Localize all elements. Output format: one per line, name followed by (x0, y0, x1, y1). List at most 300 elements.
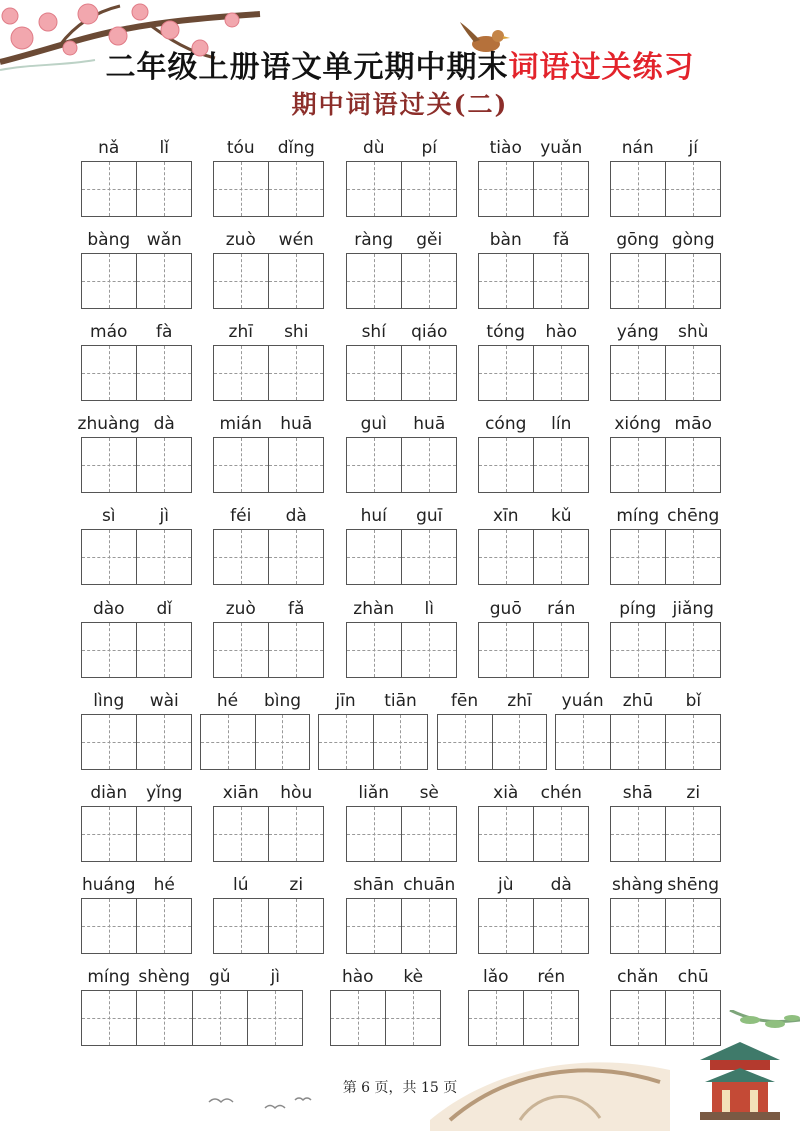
pinyin-syllable: shā (622, 783, 653, 803)
tianzige-cell[interactable] (268, 530, 323, 584)
character-writing-grid[interactable] (213, 898, 324, 954)
tianzige-cell[interactable] (533, 162, 588, 216)
pinyin-syllable: huā (280, 414, 313, 434)
character-writing-grid[interactable] (478, 345, 589, 401)
word-item (478, 319, 589, 411)
tianzige-cell[interactable] (479, 623, 533, 677)
pinyin-syllable: gěi (416, 230, 443, 250)
page-number: 第 6 页，共 15 页 (342, 1080, 458, 1096)
pinyin-syllable: bàng (87, 230, 131, 250)
character-writing-grid[interactable] (213, 529, 324, 585)
tianzige-cell[interactable] (610, 715, 665, 769)
pinyin-syllable: kǔ (550, 506, 572, 526)
word-item (213, 319, 324, 411)
tianzige-cell[interactable] (136, 438, 191, 492)
word-item (437, 688, 547, 780)
word-item (213, 780, 324, 872)
character-writing-grid[interactable] (478, 253, 589, 309)
tianzige-cell[interactable] (533, 807, 588, 861)
tianzige-cell[interactable] (611, 346, 665, 400)
tianzige-cell[interactable] (533, 530, 588, 584)
word-item (346, 411, 457, 503)
pinyin-syllable: xiān (222, 783, 259, 803)
tianzige-cell[interactable] (479, 438, 533, 492)
pinyin-syllable: shèng (138, 967, 191, 987)
tianzige-cell[interactable] (665, 899, 720, 953)
character-writing-grid[interactable] (200, 714, 310, 770)
word-item (81, 688, 192, 780)
tianzige-cell[interactable] (347, 162, 401, 216)
tianzige-cell[interactable] (479, 162, 533, 216)
pinyin-syllable: tóu (226, 138, 255, 158)
pinyin-syllable: zuò (225, 599, 256, 619)
tianzige-cell[interactable] (479, 899, 533, 953)
word-item (610, 780, 721, 872)
word-row (0, 688, 800, 780)
pinyin-syllable: jí (688, 138, 698, 158)
tianzige-cell[interactable] (611, 623, 665, 677)
pinyin-syllable: xīn (492, 506, 519, 526)
pinyin-syllable: chén (540, 783, 582, 803)
character-writing-grid[interactable] (213, 806, 324, 862)
tianzige-cell[interactable] (665, 438, 720, 492)
tianzige-cell[interactable] (268, 346, 323, 400)
word-item (213, 135, 324, 227)
pinyin-syllable: nán (621, 138, 654, 158)
character-writing-grid[interactable] (610, 529, 721, 585)
tianzige-cell[interactable] (533, 438, 588, 492)
tianzige-cell[interactable] (268, 254, 323, 308)
word-item (346, 503, 457, 595)
pinyin-syllable: huáng (81, 875, 136, 895)
pinyin-syllable: qiáo (411, 322, 448, 342)
tianzige-cell[interactable] (214, 254, 268, 308)
character-writing-grid[interactable] (346, 529, 457, 585)
pinyin-syllable: lú (233, 875, 249, 895)
word-item (213, 503, 324, 595)
pinyin-syllable: chū (677, 967, 709, 987)
character-writing-grid[interactable] (213, 622, 324, 678)
pinyin-syllable: liǎn (358, 783, 390, 803)
tianzige-cell[interactable] (82, 254, 136, 308)
tianzige-cell[interactable] (401, 623, 456, 677)
character-writing-grid[interactable] (610, 806, 721, 862)
word-item (346, 227, 457, 319)
tianzige-cell[interactable] (347, 623, 401, 677)
pinyin-syllable: jiǎng (672, 599, 714, 619)
pinyin-syllable: xià (493, 783, 519, 803)
word-item (478, 227, 589, 319)
character-writing-grid[interactable] (555, 714, 721, 770)
pinyin-syllable: shēng (667, 875, 720, 895)
tianzige-cell[interactable] (255, 715, 310, 769)
tianzige-cell[interactable] (665, 623, 720, 677)
tianzige-cell[interactable] (556, 715, 610, 769)
word-item (213, 411, 324, 503)
pinyin-syllable: gòng (671, 230, 715, 250)
bridge-pavilion-illustration (430, 1010, 800, 1131)
pinyin-syllable: píng (619, 599, 657, 619)
word-row (0, 411, 800, 503)
tianzige-cell[interactable] (347, 254, 401, 308)
pinyin-syllable: shi (284, 322, 309, 342)
word-item (81, 503, 192, 595)
pinyin-syllable: rán (547, 599, 576, 619)
pinyin-syllable: jì (159, 506, 169, 526)
pinyin-syllable: chǎn (617, 967, 659, 987)
character-writing-grid[interactable] (610, 898, 721, 954)
tianzige-cell[interactable] (82, 530, 136, 584)
pinyin-syllable: guī (416, 506, 443, 526)
character-writing-grid[interactable] (478, 437, 589, 493)
tianzige-cell[interactable] (533, 346, 588, 400)
tianzige-cell[interactable] (533, 899, 588, 953)
pinyin-syllable: fēn (450, 691, 479, 711)
pinyin-syllable: hào (545, 322, 578, 342)
character-writing-grid[interactable] (478, 898, 589, 954)
pinyin-syllable: shàng (611, 875, 664, 895)
pinyin-syllable: zhī (507, 691, 532, 711)
tianzige-cell[interactable] (82, 899, 136, 953)
pinyin-syllable: yuǎn (540, 138, 583, 158)
word-item (213, 596, 324, 688)
word-item (478, 780, 589, 872)
pinyin-syllable: gōng (616, 230, 660, 250)
pinyin-syllable: dà (550, 875, 572, 895)
character-writing-grid[interactable] (346, 622, 457, 678)
pinyin-syllable: bàn (489, 230, 522, 250)
character-writing-grid[interactable] (81, 898, 192, 954)
word-item (81, 964, 303, 1056)
pinyin-syllable: jì (270, 967, 280, 987)
tianzige-cell[interactable] (136, 346, 191, 400)
tianzige-cell[interactable] (479, 530, 533, 584)
tianzige-cell[interactable] (214, 623, 268, 677)
tianzige-cell[interactable] (347, 346, 401, 400)
pinyin-syllable: māo (674, 414, 712, 434)
pinyin-syllable: cóng (485, 414, 527, 434)
character-writing-grid[interactable] (330, 990, 441, 1046)
character-writing-grid[interactable] (213, 345, 324, 401)
character-writing-grid[interactable] (81, 990, 303, 1046)
character-writing-grid[interactable] (81, 529, 192, 585)
character-writing-grid[interactable] (81, 161, 192, 217)
character-writing-grid[interactable] (81, 345, 192, 401)
character-writing-grid[interactable] (478, 161, 589, 217)
tianzige-cell[interactable] (214, 530, 268, 584)
pinyin-syllable: wén (278, 230, 314, 250)
tianzige-cell[interactable] (611, 530, 665, 584)
pinyin-syllable: dà (285, 506, 307, 526)
character-writing-grid[interactable] (610, 253, 721, 309)
character-writing-grid[interactable] (478, 806, 589, 862)
pinyin-syllable: lǎo (482, 967, 509, 987)
word-item (478, 596, 589, 688)
tianzige-cell[interactable] (611, 162, 665, 216)
pinyin-syllable: yáng (616, 322, 659, 342)
tianzige-cell[interactable] (268, 438, 323, 492)
word-item (81, 596, 192, 688)
character-writing-grid[interactable] (346, 345, 457, 401)
pinyin-syllable: zhī (228, 322, 253, 342)
tianzige-cell[interactable] (492, 715, 547, 769)
tianzige-cell[interactable] (347, 807, 401, 861)
pinyin-syllable: shān (353, 875, 395, 895)
pinyin-syllable: nǎ (98, 138, 120, 158)
word-item (81, 872, 192, 964)
word-row (0, 503, 800, 595)
tianzige-cell[interactable] (665, 530, 720, 584)
pinyin-syllable: zhuàng (77, 414, 140, 434)
tianzige-cell[interactable] (479, 254, 533, 308)
pinyin-syllable: chuān (403, 875, 456, 895)
tianzige-cell[interactable] (373, 715, 428, 769)
tianzige-cell[interactable] (347, 530, 401, 584)
word-item (346, 780, 457, 872)
pinyin-syllable: xióng (614, 414, 662, 434)
word-item (610, 319, 721, 411)
tianzige-cell[interactable] (192, 991, 247, 1045)
tianzige-cell[interactable] (136, 715, 191, 769)
tianzige-cell[interactable] (214, 346, 268, 400)
word-item (318, 688, 428, 780)
word-item (610, 596, 721, 688)
tianzige-cell[interactable] (214, 899, 268, 953)
worksheet-subtitle: 期中词语过关(二) (291, 90, 509, 119)
pinyin-syllable: hé (216, 691, 239, 711)
pinyin-syllable: pí (421, 138, 437, 158)
pinyin-syllable: kè (403, 967, 424, 987)
tianzige-cell[interactable] (665, 346, 720, 400)
character-writing-grid[interactable] (81, 253, 192, 309)
pinyin-syllable: chēng (667, 506, 720, 526)
tianzige-cell[interactable] (268, 162, 323, 216)
tianzige-cell[interactable] (268, 807, 323, 861)
character-writing-grid[interactable] (81, 806, 192, 862)
word-row (0, 780, 800, 872)
pinyin-syllable: gǔ (208, 967, 231, 987)
tianzige-cell[interactable] (438, 715, 492, 769)
pinyin-syllable: míng (87, 967, 131, 987)
tianzige-cell[interactable] (401, 162, 456, 216)
pinyin-syllable: zuò (225, 230, 256, 250)
pinyin-syllable: rén (537, 967, 566, 987)
character-writing-grid[interactable] (346, 898, 457, 954)
pinyin-syllable: lín (551, 414, 572, 434)
worksheet-title (0, 42, 800, 86)
word-row (0, 227, 800, 319)
tianzige-cell[interactable] (401, 254, 456, 308)
pinyin-syllable: hé (153, 875, 175, 895)
tianzige-cell[interactable] (401, 807, 456, 861)
tianzige-cell[interactable] (82, 807, 136, 861)
word-row (0, 596, 800, 688)
word-item (213, 227, 324, 319)
pinyin-syllable: dǐng (277, 138, 315, 158)
tianzige-cell[interactable] (611, 899, 665, 953)
tianzige-cell[interactable] (479, 346, 533, 400)
word-item (330, 964, 441, 1056)
tianzige-cell[interactable] (136, 254, 191, 308)
word-item (555, 688, 721, 780)
word-item (346, 596, 457, 688)
character-writing-grid[interactable] (610, 345, 721, 401)
tianzige-cell[interactable] (82, 162, 136, 216)
tianzige-cell[interactable] (331, 991, 385, 1045)
pinyin-syllable: míng (616, 506, 660, 526)
pinyin-syllable: máo (90, 322, 128, 342)
pinyin-syllable: zi (686, 783, 701, 803)
tianzige-cell[interactable] (611, 254, 665, 308)
word-row (0, 135, 800, 227)
worksheet-title-black: 二年级上册语文单元期中期末 (105, 50, 509, 85)
character-writing-grid[interactable] (437, 714, 547, 770)
tianzige-cell[interactable] (136, 530, 191, 584)
word-item (81, 135, 192, 227)
pinyin-syllable: sì (101, 506, 116, 526)
character-writing-grid[interactable] (213, 161, 324, 217)
pinyin-syllable: bìng (263, 691, 302, 711)
pinyin-syllable: yǐng (146, 783, 183, 803)
tianzige-cell[interactable] (479, 807, 533, 861)
pinyin-syllable: wài (149, 691, 179, 711)
tianzige-cell[interactable] (136, 991, 191, 1045)
word-item (610, 135, 721, 227)
tianzige-cell[interactable] (665, 807, 720, 861)
tianzige-cell[interactable] (247, 991, 302, 1045)
word-item (478, 503, 589, 595)
pinyin-syllable: tiān (384, 691, 417, 711)
pinyin-syllable: bǐ (685, 691, 702, 711)
pinyin-syllable: tiào (489, 138, 522, 158)
word-row (0, 319, 800, 411)
pinyin-syllable: lìng (93, 691, 125, 711)
word-item (610, 227, 721, 319)
character-writing-grid[interactable] (81, 622, 192, 678)
tianzige-cell[interactable] (214, 162, 268, 216)
word-item (478, 135, 589, 227)
tianzige-cell[interactable] (533, 623, 588, 677)
tianzige-cell[interactable] (82, 715, 136, 769)
character-writing-grid[interactable] (81, 437, 192, 493)
pinyin-syllable: tóng (486, 322, 526, 342)
tianzige-cell[interactable] (82, 346, 136, 400)
tianzige-cell[interactable] (136, 162, 191, 216)
word-item (478, 872, 589, 964)
worksheet-title-red: 词语过关练习 (508, 50, 695, 85)
tianzige-cell[interactable] (401, 438, 456, 492)
tianzige-cell[interactable] (401, 346, 456, 400)
tianzige-cell[interactable] (401, 530, 456, 584)
word-item (610, 872, 721, 964)
character-writing-grid[interactable] (346, 437, 457, 493)
pinyin-syllable: dù (362, 138, 385, 158)
tianzige-cell[interactable] (611, 807, 665, 861)
tianzige-cell[interactable] (533, 254, 588, 308)
pinyin-syllable: zi (289, 875, 304, 895)
word-item (610, 411, 721, 503)
tianzige-cell[interactable] (136, 899, 191, 953)
character-writing-grid[interactable] (213, 253, 324, 309)
character-writing-grid[interactable] (610, 437, 721, 493)
word-item (346, 135, 457, 227)
character-writing-grid[interactable] (610, 622, 721, 678)
word-item (200, 688, 310, 780)
pinyin-syllable: shí (361, 322, 386, 342)
tianzige-cell[interactable] (214, 807, 268, 861)
pinyin-syllable: jīn (335, 691, 356, 711)
character-writing-grid[interactable] (346, 806, 457, 862)
pinyin-syllable: dà (153, 414, 175, 434)
tianzige-cell[interactable] (401, 899, 456, 953)
word-item (77, 411, 192, 503)
character-writing-grid[interactable] (346, 161, 457, 217)
tianzige-cell[interactable] (201, 715, 255, 769)
pinyin-syllable: hòu (280, 783, 313, 803)
character-writing-grid[interactable] (478, 529, 589, 585)
pinyin-syllable: fǎ (288, 599, 305, 619)
word-item (81, 227, 192, 319)
character-writing-grid[interactable] (81, 714, 192, 770)
tianzige-cell[interactable] (82, 991, 136, 1045)
tianzige-cell[interactable] (136, 623, 191, 677)
word-item (610, 503, 721, 595)
character-writing-grid[interactable] (318, 714, 428, 770)
tianzige-cell[interactable] (347, 899, 401, 953)
pinyin-syllable: lǐ (159, 138, 169, 158)
tianzige-cell[interactable] (82, 438, 136, 492)
pinyin-syllable: zhàn (353, 599, 395, 619)
pinyin-syllable: mián (219, 414, 262, 434)
tianzige-cell[interactable] (82, 623, 136, 677)
character-writing-grid[interactable] (610, 161, 721, 217)
pinyin-syllable: hào (341, 967, 374, 987)
pinyin-syllable: lì (424, 599, 434, 619)
pinyin-syllable: fǎ (553, 230, 570, 250)
word-item (213, 872, 324, 964)
tianzige-cell[interactable] (319, 715, 373, 769)
tianzige-cell[interactable] (665, 715, 720, 769)
word-item (346, 872, 457, 964)
pinyin-syllable: zhū (622, 691, 654, 711)
character-writing-grid[interactable] (213, 437, 324, 493)
pinyin-syllable: ràng (354, 230, 394, 250)
word-item (81, 319, 192, 411)
tianzige-cell[interactable] (136, 807, 191, 861)
tianzige-cell[interactable] (611, 438, 665, 492)
pinyin-syllable: huí (360, 506, 387, 526)
pinyin-syllable: féi (230, 506, 252, 526)
tianzige-cell[interactable] (347, 438, 401, 492)
word-item (478, 411, 589, 503)
tianzige-cell[interactable] (665, 254, 720, 308)
pinyin-syllable: guì (360, 414, 387, 434)
word-item (81, 780, 192, 872)
pinyin-syllable: huā (413, 414, 446, 434)
tianzige-cell[interactable] (268, 623, 323, 677)
tianzige-cell[interactable] (214, 438, 268, 492)
pinyin-syllable: diàn (90, 783, 128, 803)
pinyin-syllable: shù (678, 322, 709, 342)
pinyin-syllable: dǐ (156, 599, 172, 619)
character-writing-grid[interactable] (478, 622, 589, 678)
character-writing-grid[interactable] (346, 253, 457, 309)
tianzige-cell[interactable] (268, 899, 323, 953)
pinyin-syllable: dào (92, 599, 125, 619)
pinyin-syllable: wǎn (146, 230, 182, 250)
tianzige-cell[interactable] (665, 162, 720, 216)
pinyin-syllable: sè (419, 783, 439, 803)
